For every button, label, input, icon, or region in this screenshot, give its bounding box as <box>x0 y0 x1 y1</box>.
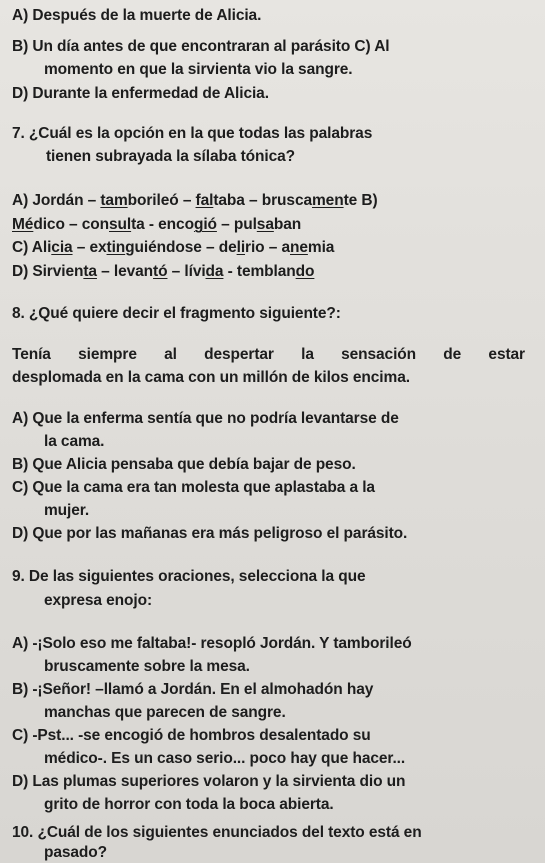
q7-title-line1: 7. ¿Cuál es la opción en la que todas las palabras <box>12 125 373 142</box>
q7-title-line2: tienen subrayada la sílaba tónica? <box>46 148 295 165</box>
q9-option-b-line1: B) -¡Señor! –llamó a Jordán. En el almohadón hay <box>12 681 374 698</box>
q7-option-d: D) Sirvienta – levantó – lívida - temblando <box>12 263 315 280</box>
q9-title-line2: expresa enojo: <box>44 592 153 609</box>
q9-option-b-line2: manchas que parecen de sangre. <box>44 704 286 721</box>
q9-option-d-line1: D) Las plumas superiores volaron y la sirvienta dio un <box>12 773 406 790</box>
q7-option-b: Médico – consulta - encogió – pulsaban <box>12 216 302 233</box>
q7-option-c: C) Alicia – extinguiéndose – delirio – anemia <box>12 239 335 256</box>
q9-option-a-line2: bruscamente sobre la mesa. <box>44 658 250 675</box>
q8-title: 8. ¿Qué quiere decir el fragmento siguiente?: <box>12 305 341 322</box>
q9-option-d-line2: grito de horror con toda la boca abierta. <box>44 796 334 813</box>
q6-option-b-line1: B) Un día antes de que encontraran al parásito C) Al <box>12 38 390 55</box>
q8-option-a-line2: la cama. <box>44 433 105 450</box>
q8-passage-line2: desplomada en la cama con un millón de kilos encima. <box>12 369 410 386</box>
q8-option-b: B) Que Alicia pensaba que debía bajar de peso. <box>12 456 356 473</box>
q8-option-c-line1: C) Que la cama era tan molesta que aplastaba a la <box>12 479 375 496</box>
q8-option-c-line2: mujer. <box>44 502 90 519</box>
q8-option-a-line1: A) Que la enferma sentía que no podría levantarse de <box>12 410 399 427</box>
q9-option-a-line1: A) -¡Solo eso me faltaba!- resopló Jordán. Y tamborileó <box>12 635 412 652</box>
q9-option-c-line1: C) -Pst... -se encogió de hombros desalentado su <box>12 727 371 744</box>
q9-title-line1: 9. De las siguientes oraciones, selecciona la que <box>12 568 366 585</box>
q10-title-line2: pasado? <box>44 844 108 861</box>
q6-option-d: D) Durante la enfermedad de Alicia. <box>12 85 269 102</box>
q6-option-b-line2: momento en que la sirvienta vio la sangre. <box>44 61 353 78</box>
q9-option-c-line2: médico-. Es un caso serio... poco hay que hacer... <box>44 750 406 767</box>
q6-option-a: A) Después de la muerte de Alicia. <box>12 7 262 24</box>
q7-option-a: A) Jordán – tamborileó – faltaba – bruscamente B) <box>12 192 378 209</box>
q8-option-d: D) Que por las mañanas era más peligroso el parásito. <box>12 525 408 542</box>
q10-title-line1: 10. ¿Cuál de los siguientes enunciados del texto está en <box>12 824 422 841</box>
q8-passage-line1: Tenía siempre al despertar la sensación de estar <box>12 346 525 363</box>
